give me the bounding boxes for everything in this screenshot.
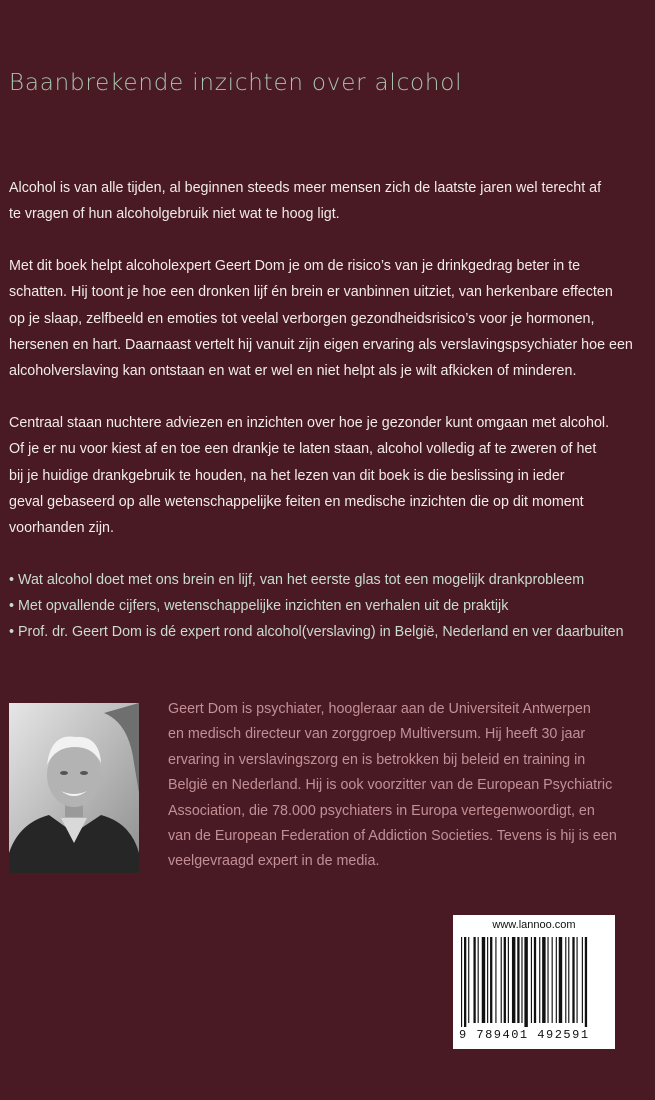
barcode-bar (565, 937, 566, 1023)
barcode-bar (490, 937, 492, 1023)
barcode-bar (473, 937, 475, 1023)
bullet-text: Prof. dr. Geert Dom is dé expert rond alcohol(verslaving) in België, Nederland en ver daarbuiten (18, 624, 624, 640)
barcode-bar (504, 937, 506, 1023)
text-line: Geert Dom is psychiater, hoogleraar aan de Universiteit Antwerpen (168, 701, 591, 717)
bullet-icon: • (9, 624, 15, 640)
blurb-paragraph-1 (9, 175, 639, 228)
text-line: Association, die 78.000 psychiaters in Europa vertegenwoordigt, en (168, 802, 595, 819)
text-line: ervaring in verslavingszorg en is betrokken bij beleid en training in (168, 751, 586, 768)
barcode-bar (478, 937, 479, 1023)
bullet-text: Wat alcohol doet met ons brein en lijf, van het eerste glas tot een mogelijk drankprobleem (18, 572, 585, 588)
author-photo (9, 703, 139, 873)
text-line: voorhanden zijn. (9, 520, 114, 537)
text-line: te vragen of hun alcoholgebruik niet wat te hoog ligt. (9, 206, 340, 223)
barcode-bar (501, 937, 502, 1023)
text-line: geval gebaseerd op alle wetenschappelijke feiten en medische inzichten die op dit moment (9, 493, 584, 510)
feature-bullet-list (9, 567, 649, 645)
barcode-bar (531, 937, 532, 1023)
barcode-bar (524, 937, 527, 1027)
barcode-bar (487, 937, 488, 1023)
list-item (9, 567, 649, 593)
barcode-bar (517, 937, 519, 1023)
barcode-bar (495, 937, 496, 1023)
barcode-bar (468, 937, 469, 1023)
text-line: schatten. Hij toont je hoe een dronken lijf én brein er vanbinnen uitziet, van herkenbare effecten (9, 284, 613, 301)
isbn-barcode (453, 915, 615, 1049)
isbn-number: 9 789401 492591 (459, 1028, 590, 1042)
barcode-bar (508, 937, 509, 1023)
barcode-bar (461, 937, 462, 1027)
bullet-icon: • (9, 572, 15, 588)
blurb-paragraph-2 (9, 253, 639, 384)
barcode-bar (568, 937, 569, 1023)
barcode-bar (582, 937, 583, 1023)
barcode-bar (577, 937, 578, 1023)
cover-title: Baanbrekende inzichten over alcohol (9, 70, 463, 96)
barcode-bar (552, 937, 553, 1023)
barcode-bar (547, 937, 548, 1023)
author-bio (168, 697, 617, 875)
barcode-bar (512, 937, 515, 1023)
text-line: en medisch directeur van zorggroep Multiversum. Hij heeft 30 jaar (168, 726, 586, 743)
barcode-bar (482, 937, 485, 1023)
publisher-url: www.lannoo.com (492, 919, 576, 931)
barcode-bar (521, 937, 522, 1023)
text-line: alcoholverslaving kan ontstaan en wat er wel en niet helpt als je wilt afkicken of minderen. (9, 363, 577, 380)
text-line: hersenen en hart. Daarnaast vertelt hij vanuit zijn eigen ervaring als verslavingspsychiater hoe een (9, 336, 633, 353)
barcode-bar (559, 937, 562, 1023)
text-line: bij je huidige drankgebruik te houden, na het lezen van dit boek is die beslissing in ieder (9, 467, 565, 484)
text-line: België en Nederland. Hij is ook voorzitter van de European Psychiatric (168, 777, 613, 794)
barcode-bar (585, 937, 587, 1027)
text-line: van de European Federation of Addiction Societies. Tevens is hij is een (168, 828, 617, 845)
text-line: Centraal staan nuchtere adviezen en inzichten over hoe je gezonder kunt omgaan met alcohol. (9, 415, 610, 431)
bullet-text: Met opvallende cijfers, wetenschappelijke inzichten en verhalen uit de praktijk (18, 598, 509, 614)
barcode-bar (464, 937, 466, 1027)
list-item (9, 619, 649, 645)
barcode-bar (539, 937, 540, 1023)
barcode-bar (534, 937, 536, 1023)
text-line: veelgevraagd expert in de media. (168, 853, 380, 870)
list-item (9, 593, 649, 619)
barcode-bars (459, 937, 609, 1027)
bullet-icon: • (9, 598, 15, 614)
blurb-paragraph-3 (9, 410, 639, 541)
barcode-bar (542, 937, 545, 1023)
text-line: op je slaap, zelfbeeld en emoties tot veelal verborgen gezondheidsrisico’s voor je hormonen, (9, 310, 595, 327)
barcode-bar (572, 937, 574, 1023)
text-line: Met dit boek helpt alcoholexpert Geert Dom je om de risico’s van je drinkgedrag beter in te (9, 258, 581, 274)
text-line: Of je er nu voor kiest af en toe een drankje te laten staan, alcohol volledig af te zweren of het (9, 441, 597, 458)
author-portrait-image (9, 703, 139, 873)
barcode-bar (556, 937, 557, 1023)
text-line: Alcohol is van alle tijden, al beginnen steeds meer mensen zich de laatste jaren wel terecht af (9, 180, 602, 196)
